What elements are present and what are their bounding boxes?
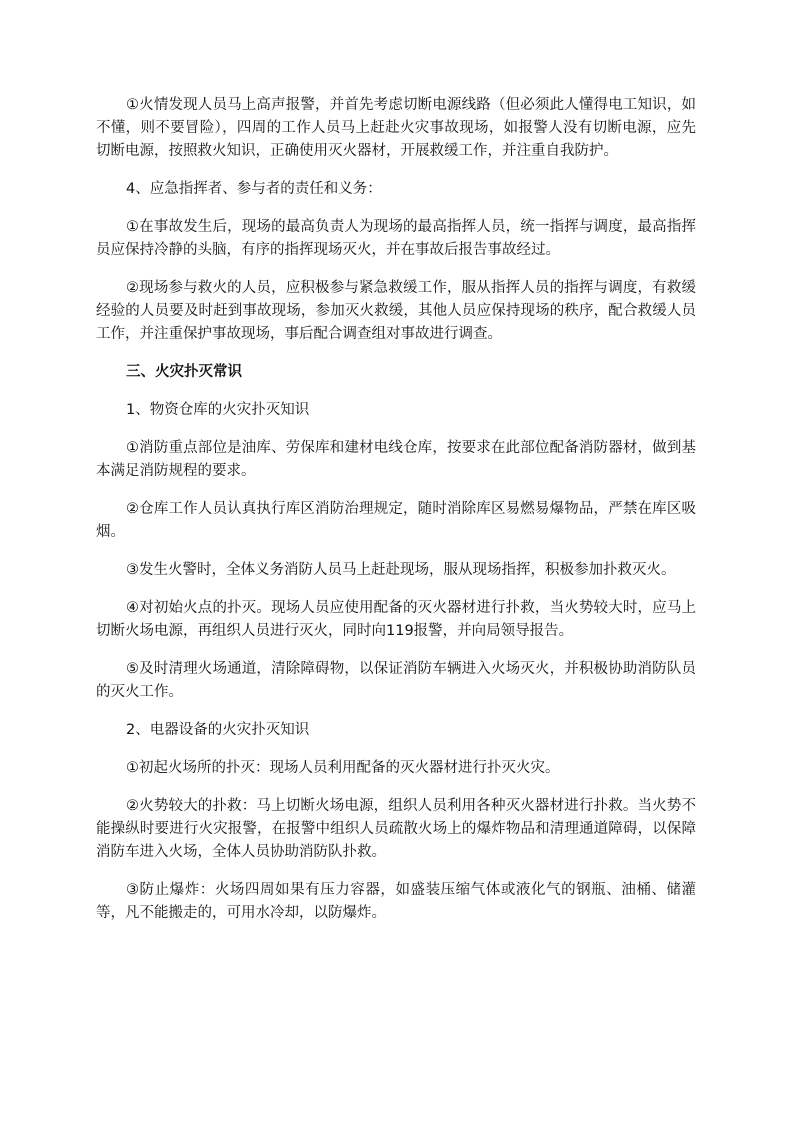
paragraph-explosion-prevention: ③防止爆炸：火场四周如果有压力容器，如盛装压缩气体或液化气的钢瓶、油桶、储灌等，凡不能搬走的，可用水冷却，以防爆炸。 [96,882,696,921]
paragraph-commander-role: ①在事故发生后，现场的最高负责人为现场的最高指挥人员，统一指挥与调度，最高指挥员应保持冷静的头脑，有序的指挥现场灭火，并在事故后报告事故经过。 [96,219,696,258]
paragraph-clear-passage: ⑤及时清理火场通道，清除障碍物，以保证消防车辆进入火场灭火，并积极协助消防队员的灭火工作。 [96,661,696,700]
section-heading-firefighting: 三、火灾扑灭常识 [126,364,242,380]
paragraph-fire-alarm: ③发生火警时，全体义务消防人员马上赶赴现场，服从现场指挥，积极参加扑救灭火。 [126,562,676,578]
document-body [96,94,696,940]
subheading-commander-duties: 4、应急指挥者、参与者的责任和义务： [126,181,382,197]
paragraph-warehouse-staff: ②仓库工作人员认真执行库区消防治理规定，随时消除库区易燃易爆物品，严禁在库区吸烟。 [96,501,696,540]
paragraph-fire-discovery: ①火情发现人员马上高声报警，并首先考虑切断电源线路（但必须此人懂得电工知识，如不懂，则不要冒险），四周的工作人员马上赶赴火灾事故现场，如报警人没有切断电源，应先切断电源，按照救火知识，正确使用灭火器材，开展救缓工作，并注重自我防护。 [96,97,696,159]
subheading-electrical-fire: 2、电器设备的火灾扑灭知识 [126,722,310,738]
paragraph-initial-fire: ④对初始火点的扑灭。现场人员应使用配备的灭火器材进行扑救，当火势较大时，应马上切断火场电源，再组织人员进行灭火，同时向119报警，并向局领导报告。 [96,600,696,639]
subheading-warehouse-fire: 1、物资仓库的火灾扑灭知识 [126,402,310,418]
paragraph-large-fire: ②火势较大的扑救：马上切断火场电源，组织人员利用各种灭火器材进行扑救。当火势不能操纵时要进行火灾报警，在报警中组织人员疏散火场上的爆炸物品和清理通道障碍，以保障消防车进入火场，全体人员协助消防队扑救。 [96,798,696,860]
paragraph-participants-role: ②现场参与救火的人员，应积极参与紧急救缓工作，服从指挥人员的指挥与调度，有救缓经验的人员要及时赶到事故现场，参加灭火救缓，其他人员应保持现场的秩序，配合救缓人员工作，并注重保护事故现场，事后配合调查组对事故进行调查。 [96,280,696,342]
paragraph-warehouse-key-areas: ①消防重点部位是油库、劳保库和建材电线仓库，按要求在此部位配备消防器材，做到基本满足消防规程的要求。 [96,440,696,479]
paragraph-early-fire: ①初起火场所的扑灭：现场人员利用配备的灭火器材进行扑灭火灾。 [126,760,560,776]
